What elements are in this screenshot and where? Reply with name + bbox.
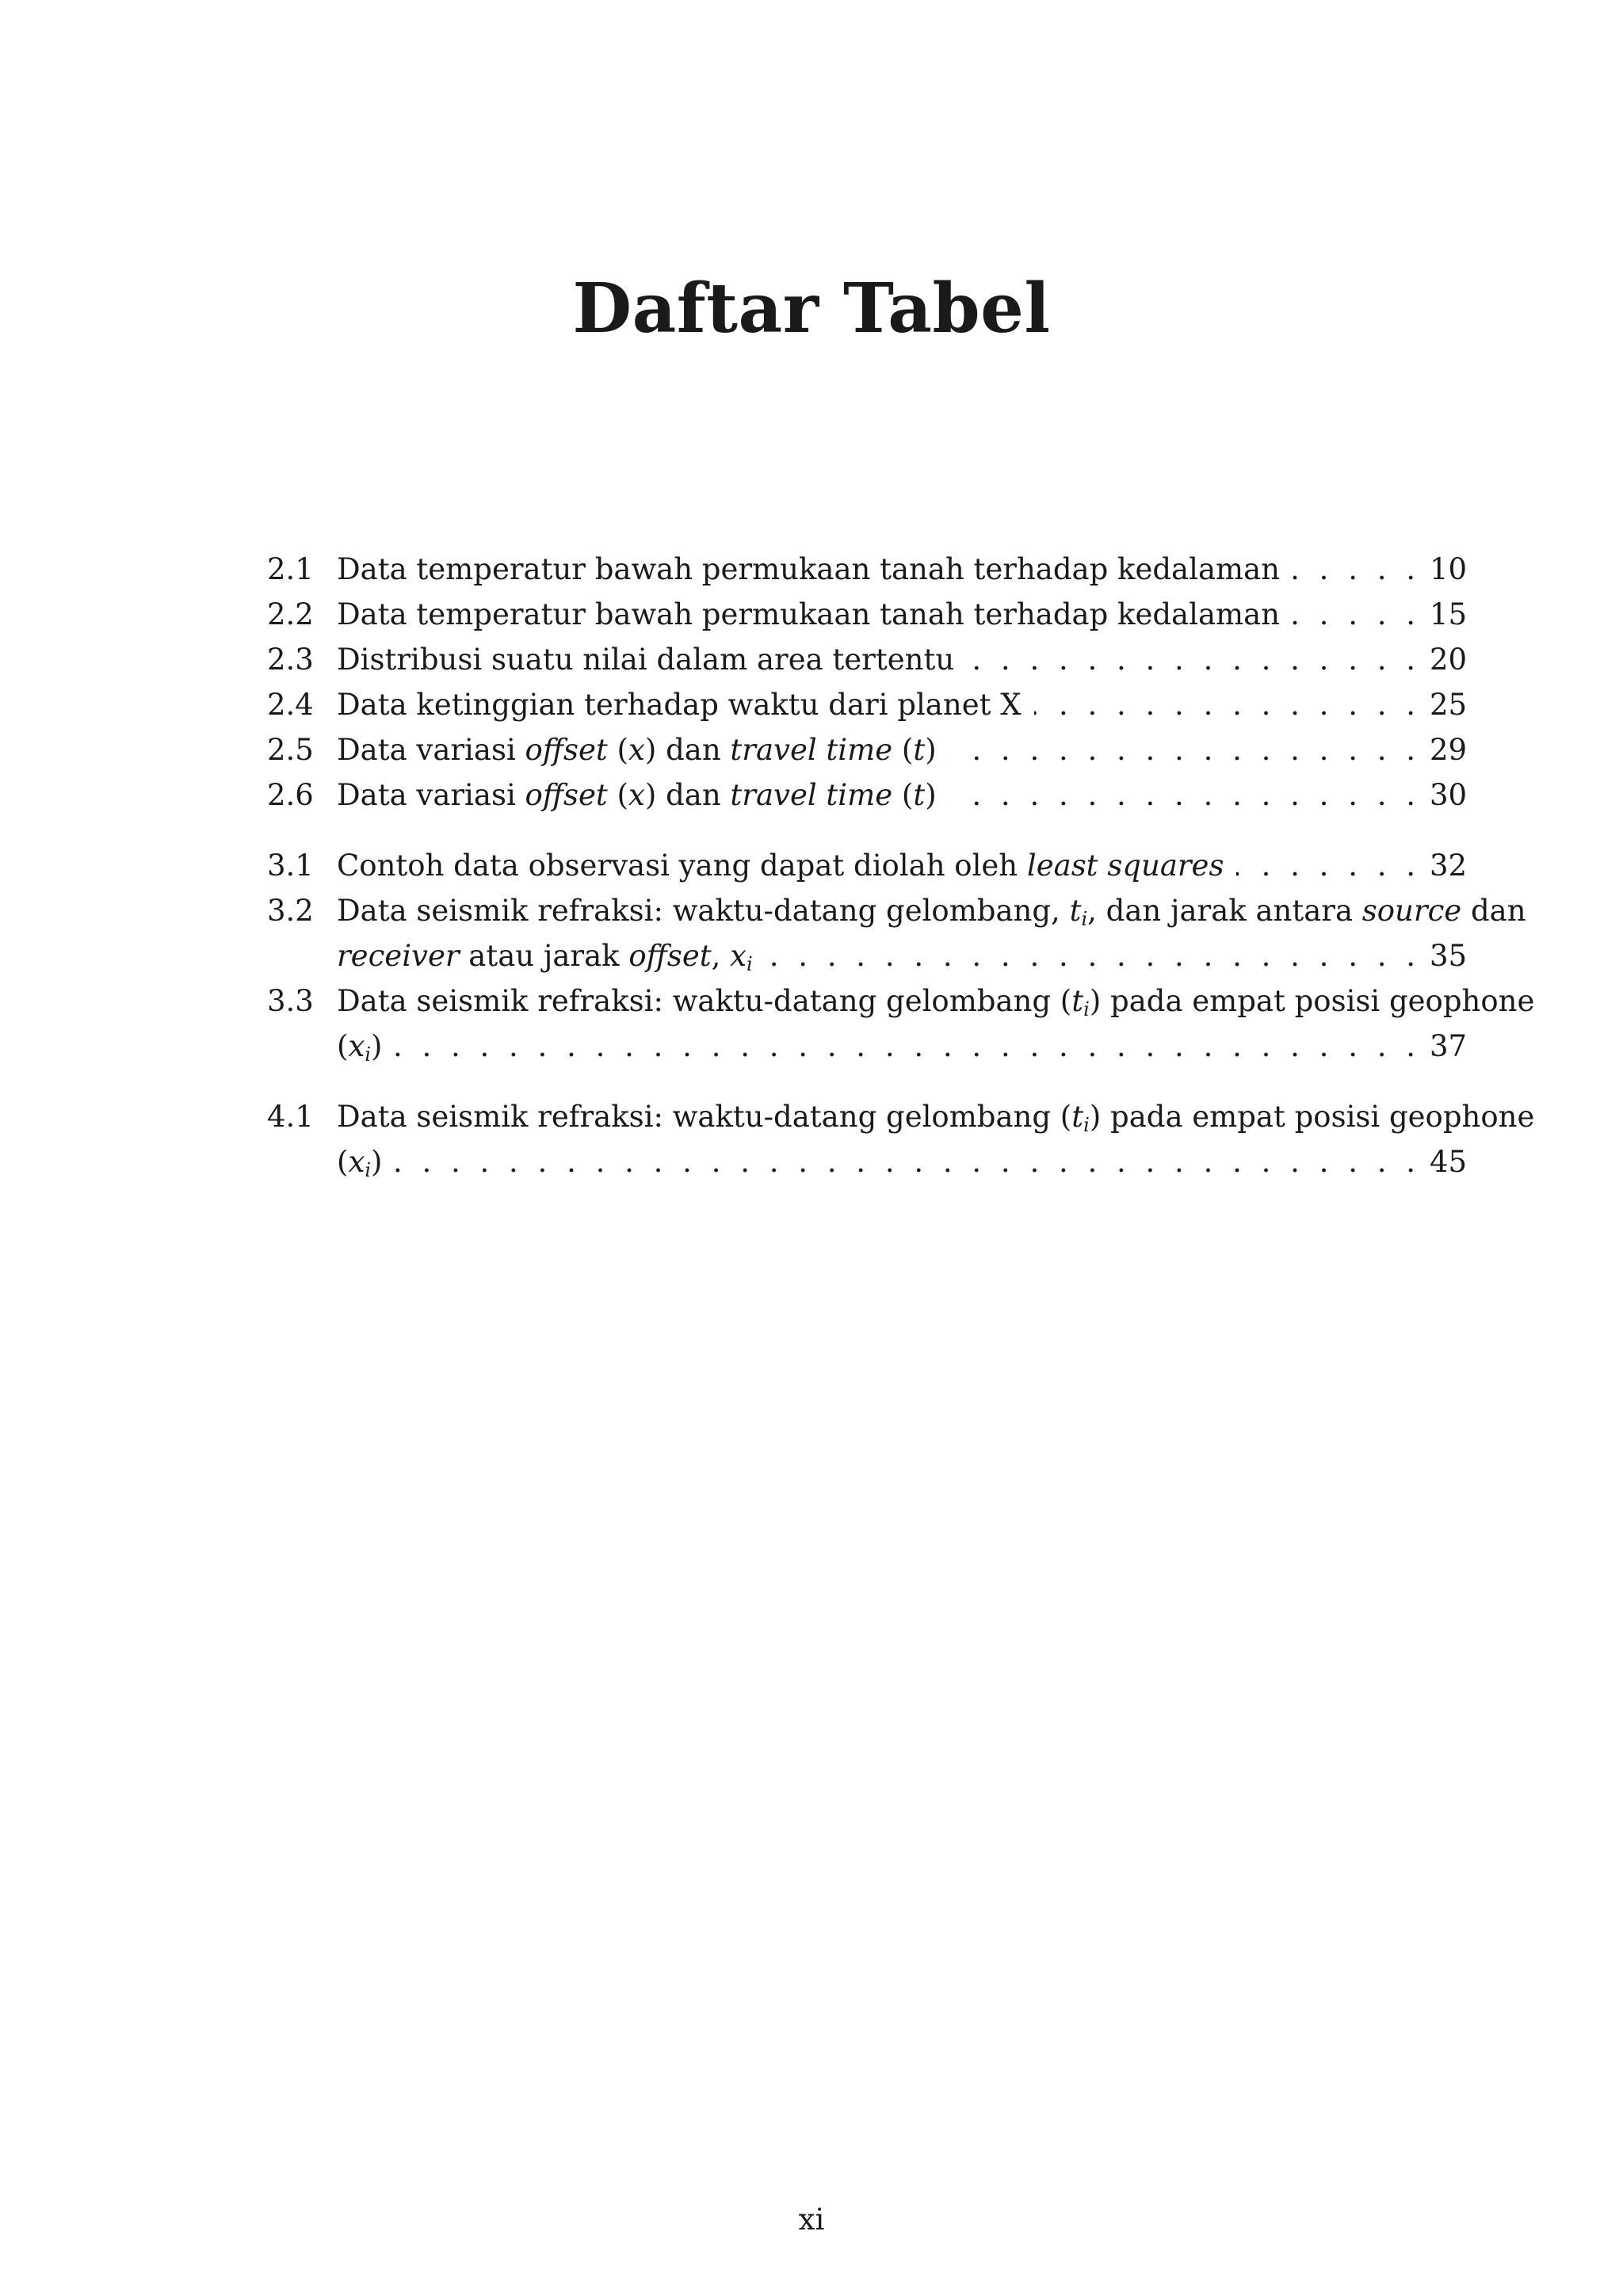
entry-page: 29	[1430, 733, 1468, 767]
dot-leader	[1236, 843, 1415, 888]
entry-page: 20	[1430, 643, 1468, 677]
page-number-footer: xi	[798, 2203, 825, 2237]
toc-group-chapter-3	[267, 843, 1535, 1069]
toc-entry-3-1[interactable]	[267, 843, 1468, 888]
entry-title-line-2: receiver atau jarak offset, $x_i$	[337, 939, 753, 975]
entry-title: Data variasi offset (x) dan travel time (t)	[337, 733, 937, 767]
dot-leader	[1293, 547, 1415, 592]
toc-entry-3-2[interactable]	[267, 888, 1526, 978]
entry-number: 4.1	[267, 1100, 314, 1134]
toc-entry-2-1[interactable]	[267, 547, 1468, 592]
entry-page: 30	[1430, 778, 1468, 812]
entry-page: 15	[1430, 597, 1468, 631]
page-title: Daftar Tabel	[572, 269, 1051, 349]
dot-leader	[1293, 592, 1415, 637]
entry-number: 2.3	[267, 643, 314, 677]
entry-number: 2.1	[267, 552, 314, 586]
toc-entry-2-3[interactable]	[267, 637, 1468, 682]
toc-entry-2-6[interactable]	[267, 772, 1468, 818]
toc-entry-2-5[interactable]	[267, 727, 1468, 772]
entry-page: 25	[1430, 688, 1468, 722]
dot-leader	[1034, 682, 1415, 727]
toc-entry-2-2[interactable]	[267, 592, 1468, 637]
entry-number: 3.2	[267, 894, 314, 928]
entry-title-line-2: $(x_i)$	[337, 1145, 383, 1181]
entry-title: Data variasi offset (x) dan travel time (t)	[337, 778, 937, 812]
entry-page: 37	[1430, 1029, 1468, 1063]
toc-entry-3-3[interactable]	[267, 978, 1535, 1069]
entry-number: 3.3	[267, 984, 314, 1018]
entry-title: Contoh data observasi yang dapat diolah oleh least squares	[337, 849, 1224, 883]
dot-leader	[949, 727, 1415, 772]
entry-title: Data temperatur bawah permukaan tanah terhadap kedalaman	[337, 552, 1280, 586]
toc-entry-4-1[interactable]	[267, 1094, 1535, 1184]
entry-title-line-2: $(x_i)$	[337, 1029, 383, 1066]
dot-leader	[949, 772, 1415, 818]
toc-group-chapter-4	[267, 1094, 1535, 1184]
dot-leader	[395, 1024, 1415, 1069]
entry-page: 45	[1430, 1145, 1468, 1179]
entry-number: 2.5	[267, 733, 314, 767]
entry-title: Data ketinggian terhadap waktu dari planet X	[337, 688, 1022, 722]
entry-number: 2.4	[267, 688, 314, 722]
entry-page: 10	[1430, 552, 1468, 586]
entry-title: Distribusi suatu nilai dalam area tertentu	[337, 643, 955, 677]
entry-number: 2.6	[267, 778, 314, 812]
toc-group-chapter-2	[267, 547, 1468, 818]
dot-leader	[967, 637, 1415, 682]
toc-entry-2-4[interactable]	[267, 682, 1468, 727]
dot-leader	[395, 1139, 1415, 1184]
entry-page: 35	[1430, 939, 1468, 973]
dot-leader	[766, 933, 1415, 978]
entry-number: 3.1	[267, 849, 314, 883]
entry-title-line-1: Data seismik refraksi: waktu-datang gelombang, $t_i$, dan jarak antara source dan	[337, 894, 1526, 930]
entry-number: 2.2	[267, 597, 314, 631]
entry-title-line-1: Data seismik refraksi: waktu-datang gelombang $(t_i)$ pada empat posisi geophone	[337, 1100, 1535, 1136]
entry-title-line-1: Data seismik refraksi: waktu-datang gelombang $(t_i)$ pada empat posisi geophone	[337, 984, 1535, 1020]
entry-title: Data temperatur bawah permukaan tanah terhadap kedalaman	[337, 597, 1280, 631]
list-of-tables	[267, 547, 1535, 1210]
entry-page: 32	[1430, 849, 1468, 883]
